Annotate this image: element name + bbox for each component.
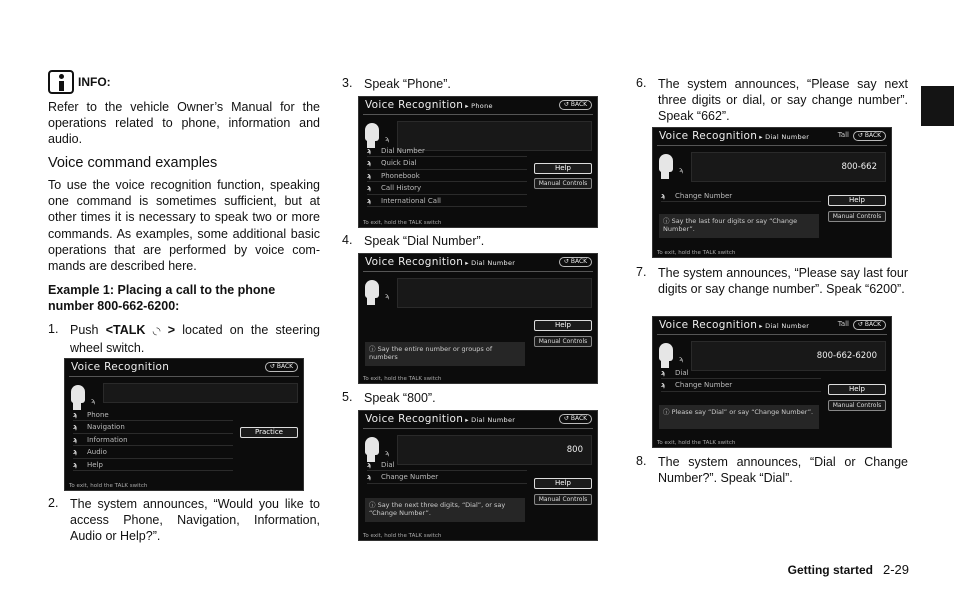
- menu-list: [367, 459, 527, 484]
- back-button[interactable]: ↺ BACK: [265, 362, 298, 372]
- menu-item[interactable]: ϡ Phonebook: [367, 170, 527, 182]
- menu-list: [661, 367, 821, 392]
- menu-item[interactable]: ϡ Change Number: [661, 379, 821, 391]
- menu-item[interactable]: ϡ Change Number: [661, 190, 821, 202]
- menu-item[interactable]: ϡ Dial: [367, 459, 527, 471]
- section-title: Voice command examples: [48, 155, 218, 171]
- manual-controls-button[interactable]: Manual Controls: [534, 336, 592, 347]
- info-label: INFO:: [78, 75, 111, 89]
- screen-title: Voice Recognition: [365, 99, 464, 111]
- voice-display: [397, 278, 592, 308]
- example-title: Example 1: Placing a call to the phone number 800-662-6200:: [48, 283, 276, 314]
- step-6: 6. The system announces, “Please say next three digits or dial, or say change number”. Speak “662”.: [636, 76, 908, 124]
- menu-list: [661, 190, 821, 202]
- step-8: 8. The system announces, “Dial or Change Number?”. Speak “Dial”.: [636, 454, 908, 486]
- exit-hint: To exit, hold the TALK switch: [69, 483, 148, 489]
- back-button[interactable]: ↺ BACK: [853, 131, 886, 141]
- help-button[interactable]: Help: [534, 320, 592, 331]
- menu-item[interactable]: ϡ International Call: [367, 195, 527, 207]
- menu-item[interactable]: ϡ Quick Dial: [367, 157, 527, 169]
- screen-title: Voice Recognition: [365, 413, 464, 425]
- screen-dial-number: [358, 253, 598, 384]
- breadcrumb: ▸ Dial Number: [465, 259, 516, 267]
- back-button[interactable]: ↺ BACK: [559, 414, 592, 424]
- info-note: [48, 70, 111, 94]
- exit-hint: To exit, hold the TALK switch: [363, 376, 442, 382]
- voice-tip: ⓘ Please say “Dial” or say “Change Number”.: [659, 405, 819, 429]
- step-7: 7. The system announces, “Please say last four digits or say change number”. Speak “6200”.: [636, 265, 908, 297]
- menu-item[interactable]: ϡ Dial Number: [367, 145, 527, 157]
- number-display: 800-662-6200: [691, 341, 886, 371]
- help-button[interactable]: Help: [828, 195, 886, 206]
- step-2: 2. The system announces, “Would you like to access Phone, Navigation, Information, Audio or Help?”.: [48, 496, 320, 544]
- exit-hint: To exit, hold the TALK switch: [363, 533, 442, 539]
- breadcrumb: ▸ Phone: [465, 102, 493, 110]
- voice-head-icon: ϡ: [365, 123, 383, 149]
- menu-item[interactable]: ϡ Navigation: [73, 421, 233, 433]
- menu-list: [367, 145, 527, 207]
- intro-paragraph: To use the voice recognition function, speaking one command is sometimes sufficient, but at other times it is necessary to speak two or more commands. As examples, some additional basic operations that are performed by voice com- mands are described here.: [48, 178, 320, 274]
- voice-head-icon: ϡ: [365, 280, 383, 306]
- screen-phone: [358, 96, 598, 228]
- step-1: 1. Push <TALK ◟◝ > located on the steering wheel switch.: [48, 322, 321, 356]
- exit-hint: To exit, hold the TALK switch: [363, 220, 442, 226]
- voice-tip: ⓘ Say the last four digits or say “Change Number”.: [659, 214, 819, 238]
- screen-title: Voice Recognition: [659, 319, 758, 331]
- manual-controls-button[interactable]: Manual Controls: [828, 211, 886, 222]
- exit-hint: To exit, hold the TALK switch: [657, 440, 736, 446]
- manual-controls-button[interactable]: Manual Controls: [534, 494, 592, 505]
- practice-button[interactable]: Practice: [240, 427, 298, 438]
- signal-indicator: Tall: [837, 320, 849, 328]
- manual-controls-button[interactable]: Manual Controls: [828, 400, 886, 411]
- menu-item[interactable]: ϡ Call History: [367, 182, 527, 194]
- help-button[interactable]: Help: [828, 384, 886, 395]
- breadcrumb: ▸ Dial Number: [759, 133, 810, 141]
- manual-controls-button[interactable]: Manual Controls: [534, 178, 592, 189]
- number-display: 800: [397, 435, 592, 465]
- screen-title: Voice Recognition: [659, 130, 758, 142]
- voice-head-icon: ϡ: [659, 343, 677, 369]
- footer-section: Getting started: [787, 563, 873, 577]
- step-4: 4. Speak “Dial Number”.: [342, 233, 485, 248]
- info-icon: [48, 70, 74, 94]
- screen-title: Voice Recognition: [71, 361, 170, 373]
- breadcrumb: ▸ Dial Number: [465, 416, 516, 424]
- exit-hint: To exit, hold the TALK switch: [657, 250, 736, 256]
- breadcrumb: ▸ Dial Number: [759, 322, 810, 330]
- screen-title: Voice Recognition: [365, 256, 464, 268]
- chapter-tab: [921, 86, 954, 126]
- menu-item[interactable]: ϡ Audio: [73, 446, 233, 458]
- screen-dial-800-662: [652, 127, 892, 258]
- screen-dial-800: [358, 410, 598, 541]
- page-number: 2-29: [882, 562, 909, 577]
- voice-head-icon: ϡ: [71, 385, 89, 411]
- screen-main-menu: [64, 358, 304, 491]
- help-button[interactable]: Help: [534, 163, 592, 174]
- voice-tip: ⓘ Say the entire number or groups of numbers: [365, 342, 525, 366]
- voice-head-icon: ϡ: [365, 437, 383, 463]
- menu-list: [73, 409, 233, 471]
- menu-item[interactable]: ϡ Information: [73, 434, 233, 446]
- page-footer: [788, 562, 909, 577]
- step-3: 3. Speak “Phone”.: [342, 76, 451, 91]
- step-5: 5. Speak “800”.: [342, 390, 436, 405]
- menu-item[interactable]: ϡ Help: [73, 459, 233, 471]
- voice-head-icon: ϡ: [659, 154, 677, 180]
- voice-display: [103, 383, 298, 403]
- menu-item[interactable]: ϡ Change Number: [367, 471, 527, 483]
- number-display: 800-662: [691, 152, 886, 182]
- signal-indicator: Tall: [837, 131, 849, 139]
- back-button[interactable]: ↺ BACK: [559, 257, 592, 267]
- menu-item[interactable]: ϡ Phone: [73, 409, 233, 421]
- back-button[interactable]: ↺ BACK: [853, 320, 886, 330]
- back-button[interactable]: ↺ BACK: [559, 100, 592, 110]
- help-button[interactable]: Help: [534, 478, 592, 489]
- talk-switch-label: <TALK: [105, 323, 146, 337]
- talk-icon: ◟◝: [152, 326, 161, 337]
- voice-tip: ⓘ Say the next three digits, “Dial”, or say “Change Number”.: [365, 498, 525, 522]
- menu-item[interactable]: ϡ Dial: [661, 367, 821, 379]
- info-text: Refer to the vehicle Owner’s Manual for the operations related to phone, information and audio.: [48, 100, 320, 147]
- screen-dial-full-number: [652, 316, 892, 448]
